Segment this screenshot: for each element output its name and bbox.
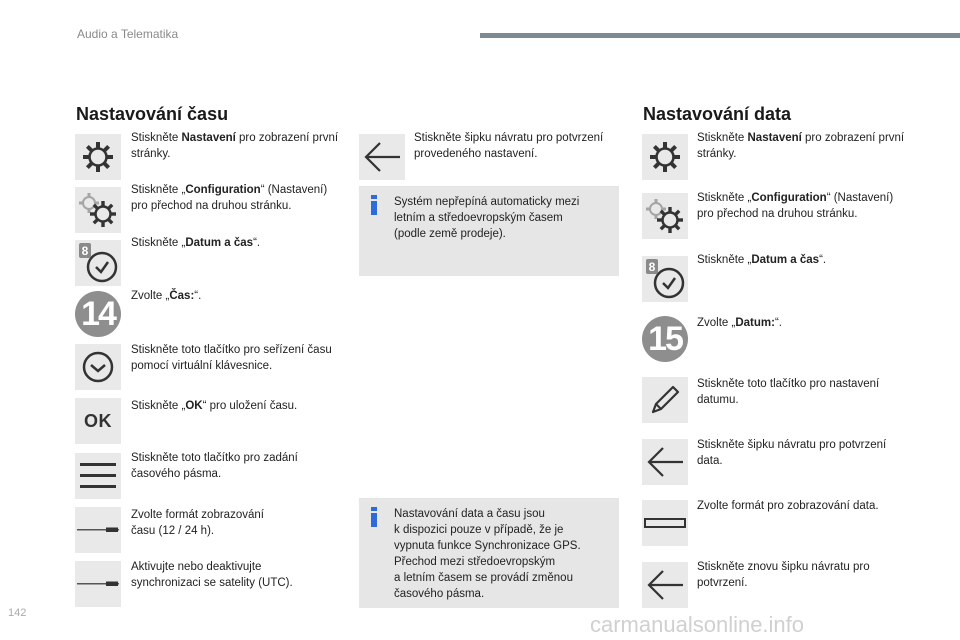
back-arrow-icon [362, 140, 402, 174]
time-step-9-text: Aktivujte nebo deaktivujte synchronizaci se satelity (UTC). [131, 561, 293, 589]
date-time-icon-box [642, 256, 688, 302]
time-zone-icon-box [75, 453, 121, 499]
step-15-badge [642, 316, 688, 362]
date-step-8-text: Stiskněte znovu šipku návratu pro potvrzení. [697, 561, 870, 589]
time-step-10-text: Stiskněte šipku návratu pro potvrzení provedeného nastavení. [414, 132, 604, 160]
menu-icon [78, 458, 118, 494]
step-14-badge [75, 291, 121, 337]
time-step-1-text: Stiskněte Nastavení pro zobrazení první stránky. [131, 132, 339, 160]
section-header-label: Audio a Telematika [77, 27, 179, 41]
chevron-down-circle-icon [80, 349, 116, 385]
step-15-number: 15 [648, 319, 682, 358]
keyboard-adjust-icon-box [75, 344, 121, 390]
time-step-6-text: Stiskněte „OK“ pro uložení času. [131, 400, 298, 412]
date-step-5-text: Stiskněte toto tlačítko pro nastavení datumu. [697, 378, 880, 406]
time-step-5-text: Stiskněte toto tlačítko pro seřízení času pomocí virtuální klávesnice. [131, 344, 332, 372]
date-step-4-text: Zvolte „Datum:“. [697, 317, 782, 329]
date-step-6-text: Stiskněte šipku návratu pro potvrzení data. [697, 439, 887, 467]
ok-icon-box [75, 398, 121, 444]
time-section-title: Nastavování času [76, 104, 229, 124]
badge-number: 8 [81, 244, 89, 258]
time-step-4-text: Zvolte „Čas:“. [131, 290, 202, 302]
back-arrow-icon-box [642, 562, 688, 608]
clock-check-icon [643, 257, 687, 301]
info-box-2-text: Nastavování data a času jsou k dispozici pouze v případě, že je vypnuta funkce Synchronizace GPS. Přechod mezi středoevropským a letním časem se provádí změnou časového pásma. [394, 508, 581, 600]
date-step-3-text: Stiskněte „Datum a čas“. [697, 254, 827, 266]
info-box-gps-sync [359, 498, 619, 608]
ok-label: OK [84, 410, 112, 431]
info-icon [371, 195, 377, 215]
date-step-7-text: Zvolte formát pro zobrazování data. [697, 500, 879, 512]
date-step-1-text: Stiskněte Nastavení pro zobrazení první stránky. [697, 132, 905, 160]
watermark: carmanualsonline.info [590, 612, 805, 637]
back-arrow-icon [645, 568, 685, 602]
double-gear-icon [77, 190, 119, 230]
time-step-3-text: Stiskněte „Datum a čas“. [131, 237, 261, 249]
field-icon [643, 516, 687, 530]
info-box-auto-dst [359, 186, 619, 276]
settings-gear-icon-box [75, 134, 121, 180]
toggle-switch-icon [76, 579, 120, 589]
double-gear-icon [644, 196, 686, 236]
step-14-number: 14 [81, 294, 115, 333]
info-box-1-text: Systém nepřepíná automaticky mezi letním a středoevropským časem (podle země prodeje). [394, 196, 580, 240]
clock-check-icon [76, 241, 120, 285]
time-step-2-text: Stiskněte „Configuration“ (Nastavení) pro přechod na druhou stránku. [131, 184, 328, 212]
date-format-icon-box [642, 500, 688, 546]
pencil-icon [647, 382, 683, 418]
header-bar [480, 33, 960, 38]
time-format-icon-box [75, 507, 121, 553]
time-step-7-text: Stiskněte toto tlačítko pro zadání časového pásma. [131, 452, 298, 480]
toggle-switch-icon [76, 525, 120, 535]
badge-number: 8 [648, 260, 656, 274]
date-section-title: Nastavování data [643, 104, 792, 124]
configuration-icon-box [75, 187, 121, 233]
edit-date-icon-box [642, 377, 688, 423]
gear-icon [648, 140, 682, 174]
time-step-8-text: Zvolte formát zobrazování času (12 / 24 h). [131, 509, 264, 537]
back-arrow-icon-box [359, 134, 405, 180]
page-number: 142 [8, 607, 27, 619]
info-icon [371, 507, 377, 527]
back-arrow-icon [645, 445, 685, 479]
configuration-icon-box [642, 193, 688, 239]
back-arrow-icon-box [642, 439, 688, 485]
settings-gear-icon-box [642, 134, 688, 180]
satellite-sync-icon-box [75, 561, 121, 607]
date-step-2-text: Stiskněte „Configuration“ (Nastavení) pro přechod na druhou stránku. [697, 192, 894, 220]
gear-icon [81, 140, 115, 174]
date-time-icon-box [75, 240, 121, 286]
